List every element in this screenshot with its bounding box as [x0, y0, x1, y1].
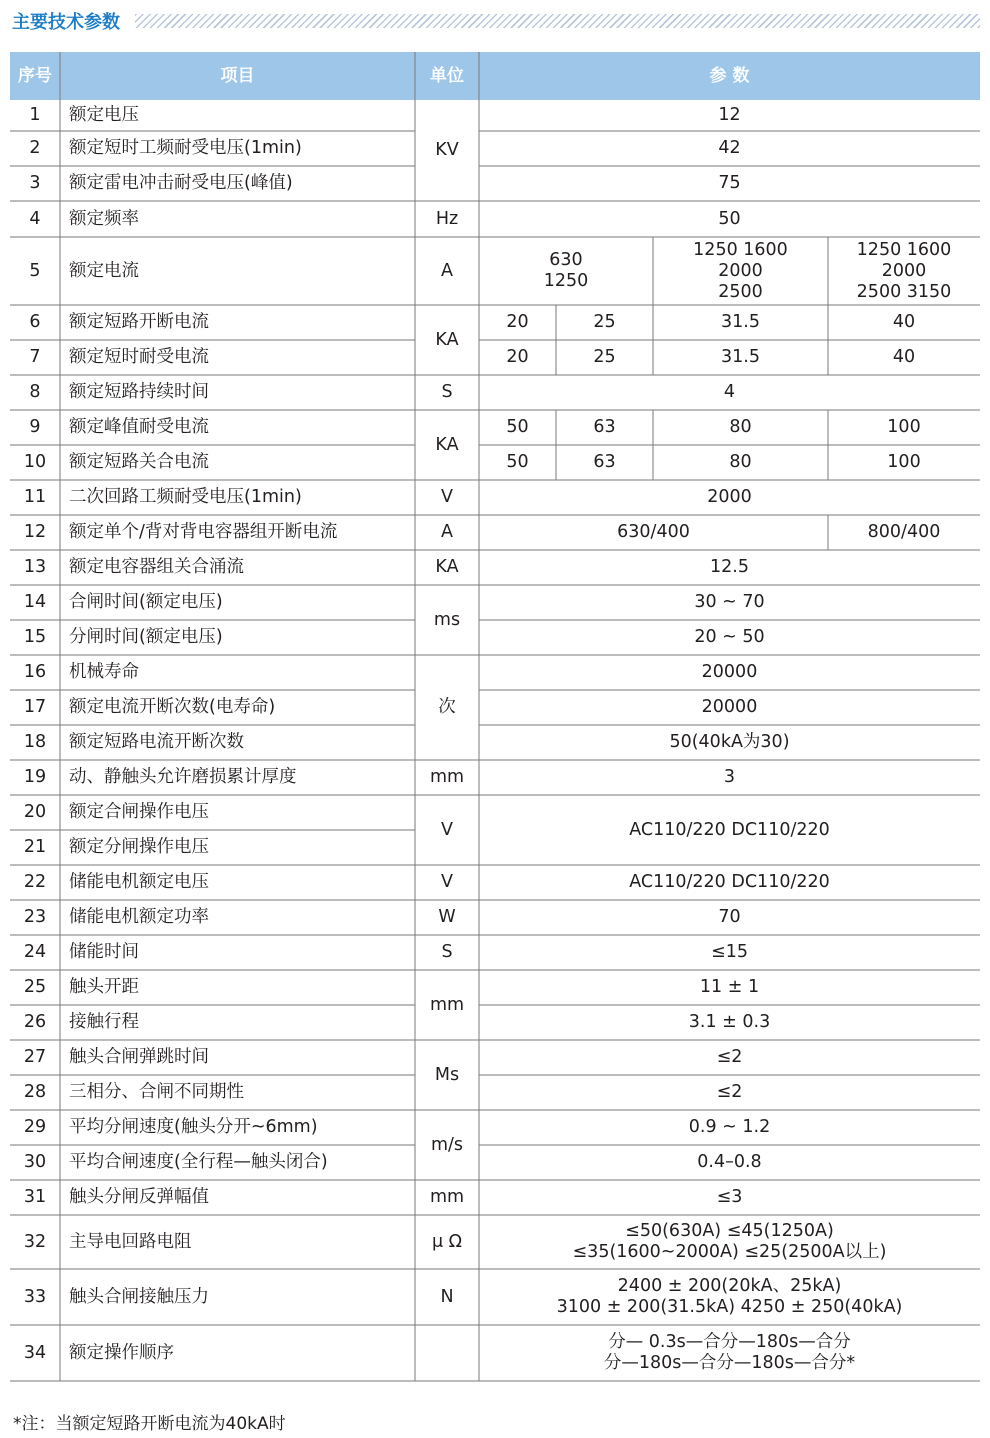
param-cell: AC110/220 DC110/220	[629, 819, 830, 840]
param-cell: ≤2	[716, 1047, 743, 1067]
param-cell: 50(40kA为30)	[669, 732, 790, 752]
row-item: 动、静触头允许磨损累计厚度	[69, 767, 297, 787]
unit-cell: N	[440, 1286, 454, 1307]
param-cell: 63	[593, 417, 616, 437]
row-item: 平均分闸速度(触头分开~6mm)	[69, 1117, 318, 1137]
row-number: 31	[23, 1187, 47, 1207]
row-number: 18	[23, 732, 47, 752]
row-item: 分闸时间(额定电压)	[69, 627, 223, 647]
row-number: 16	[23, 662, 47, 682]
row-item: 接触行程	[69, 1012, 139, 1032]
header-item: 项目	[220, 65, 255, 86]
row-number: 6	[29, 312, 41, 332]
row-item: 额定峰值耐受电流	[69, 417, 209, 437]
param-cell: 30 ~ 70	[694, 592, 765, 612]
row-item: 额定短时工频耐受电压(1min)	[69, 138, 302, 158]
unit-cell: Hz	[435, 208, 459, 229]
unit-cell: V	[441, 487, 453, 507]
param-cell: 70	[718, 907, 741, 927]
param-cell: 0.4–0.8	[697, 1152, 762, 1172]
param-cell: 0.9 ~ 1.2	[688, 1117, 771, 1137]
param-cell: 630 1250	[543, 250, 589, 291]
row-number: 33	[23, 1286, 47, 1307]
param-cell: 11 ± 1	[699, 977, 760, 997]
param-cell: 100	[887, 452, 921, 472]
param-cell: 40	[892, 312, 916, 332]
row-number: 14	[23, 592, 47, 612]
row-item: 额定单个/背对背电容器组开断电流	[69, 522, 338, 542]
param-cell: AC110/220 DC110/220	[629, 872, 830, 892]
param-cell: 31.5	[721, 312, 760, 332]
row-item: 额定电流开断次数(电寿命)	[69, 697, 276, 717]
row-number: 1	[29, 105, 41, 125]
unit-cell: S	[441, 382, 453, 402]
param-cell: ≤2	[716, 1082, 743, 1102]
row-item: 三相分、合闸不同期性	[69, 1082, 244, 1102]
param-cell: 20000	[701, 697, 758, 717]
unit-cell: m/s	[430, 1134, 464, 1155]
row-item: 额定频率	[69, 208, 139, 229]
unit-cell: A	[441, 522, 453, 542]
row-item: 额定短路关合电流	[69, 452, 209, 472]
param-cell: 40	[892, 347, 916, 367]
row-number: 34	[23, 1342, 47, 1363]
row-item: 触头合闸弹跳时间	[69, 1047, 209, 1067]
row-number: 32	[23, 1231, 47, 1252]
row-item: 触头分闸反弹幅值	[69, 1187, 209, 1207]
unit-cell: ms	[433, 609, 461, 630]
header-no: 序号	[18, 65, 52, 86]
param-cell: 80	[729, 417, 752, 437]
param-cell: 630/400	[617, 522, 690, 542]
param-cell: 50	[506, 417, 529, 437]
param-cell: 3.1 ± 0.3	[688, 1012, 771, 1032]
row-item: 二次回路工频耐受电压(1min)	[69, 487, 302, 507]
row-number: 12	[23, 522, 47, 542]
param-cell: 50	[718, 208, 741, 229]
param-cell: 63	[593, 452, 616, 472]
param-cell: 4	[723, 382, 736, 402]
row-number: 3	[29, 173, 41, 193]
footnote: *注：当额定短路开断电流为40kA时	[13, 1414, 286, 1434]
row-number: 30	[23, 1152, 47, 1172]
row-number: 13	[23, 557, 47, 577]
row-item: 额定操作顺序	[69, 1342, 174, 1363]
row-item: 储能时间	[69, 942, 139, 962]
param-cell: 20	[506, 312, 529, 332]
unit-cell: V	[441, 872, 453, 892]
row-number: 2	[29, 138, 41, 158]
unit-cell: V	[441, 819, 453, 840]
row-number: 20	[23, 802, 47, 822]
param-cell: 2000	[707, 487, 752, 507]
row-number: 4	[29, 208, 41, 229]
row-number: 24	[23, 942, 47, 962]
row-item: 储能电机额定功率	[69, 907, 209, 927]
row-item: 额定合闸操作电压	[69, 802, 209, 822]
param-cell: 100	[887, 417, 921, 437]
row-number: 19	[23, 767, 47, 787]
row-number: 5	[29, 260, 41, 281]
row-item: 额定电压	[69, 105, 139, 125]
row-item: 平均合闸速度(全行程—触头闭合)	[69, 1152, 328, 1172]
row-number: 28	[23, 1082, 47, 1102]
row-number: 17	[23, 697, 47, 717]
param-cell: 分— 0.3s—合分—180s—合分 分—180s—合分—180s—合分*	[603, 1332, 856, 1373]
unit-cell: A	[441, 260, 453, 281]
param-cell: 42	[718, 138, 741, 158]
section-title: 主要技术参数	[12, 8, 130, 34]
param-cell: 12.5	[710, 557, 749, 577]
unit-cell: KA	[435, 434, 459, 455]
row-item: 触头合闸接触压力	[69, 1286, 209, 1307]
row-number: 21	[23, 837, 47, 857]
row-item: 额定短路开断电流	[69, 312, 209, 332]
unit-cell: KV	[435, 140, 459, 160]
param-cell: 25	[593, 312, 616, 332]
param-cell: 12	[718, 105, 741, 125]
param-cell: 1250 1600 2000 2500 3150	[856, 239, 952, 302]
param-cell: 20000	[701, 662, 758, 682]
unit-cell: μ Ω	[431, 1231, 463, 1252]
header-param: 参 数	[709, 65, 750, 86]
row-item: 额定电流	[69, 260, 139, 281]
unit-cell: W	[438, 907, 456, 927]
unit-cell	[415, 1325, 479, 1381]
row-item: 额定电容器组关合涌流	[69, 557, 244, 577]
param-cell: 20 ~ 50	[694, 627, 765, 647]
row-item: 额定雷电冲击耐受电压(峰值)	[69, 173, 293, 193]
unit-cell: Ms	[434, 1064, 460, 1085]
param-cell: 50	[506, 452, 529, 472]
header-unit: 单位	[430, 65, 464, 86]
row-number: 9	[29, 417, 41, 437]
unit-cell: S	[441, 942, 453, 962]
param-cell: 2400 ± 200(20kA、25kA) 3100 ± 200(31.5kA) 4250 ± 250(40kA)	[556, 1276, 903, 1317]
unit-cell: mm	[429, 767, 465, 787]
param-cell: ≤3	[716, 1187, 743, 1207]
row-number: 26	[23, 1012, 47, 1032]
param-cell: ≤15	[711, 942, 748, 962]
row-number: 10	[23, 452, 47, 472]
param-cell: 3	[723, 767, 736, 787]
row-item: 触头开距	[69, 977, 139, 997]
param-cell: ≤50(630A) ≤45(1250A) ≤35(1600~2000A) ≤25(2500A以上)	[572, 1221, 887, 1262]
row-number: 7	[29, 347, 41, 367]
unit-cell: 次	[438, 697, 456, 717]
param-cell: 80	[729, 452, 752, 472]
row-item: 机械寿命	[69, 662, 139, 682]
row-item: 额定短时耐受电流	[69, 347, 209, 367]
param-cell: 20	[506, 347, 529, 367]
row-item: 储能电机额定电压	[69, 872, 209, 892]
unit-cell: mm	[429, 1187, 465, 1207]
row-number: 25	[23, 977, 47, 997]
row-number: 22	[23, 872, 47, 892]
row-number: 15	[23, 627, 47, 647]
row-number: 11	[23, 487, 47, 507]
param-cell: 800/400	[867, 522, 941, 542]
param-cell: 25	[593, 347, 616, 367]
row-item: 额定短路持续时间	[69, 382, 209, 402]
unit-cell: mm	[429, 994, 465, 1015]
row-item: 主导电回路电阻	[69, 1231, 192, 1252]
unit-cell: KA	[435, 329, 459, 350]
row-item: 额定短路电流开断次数	[69, 732, 244, 752]
row-item: 额定分闸操作电压	[69, 837, 209, 857]
row-number: 29	[23, 1117, 47, 1137]
row-number: 27	[23, 1047, 47, 1067]
param-cell: 75	[718, 173, 741, 193]
unit-cell: KA	[435, 557, 459, 577]
row-number: 8	[29, 382, 41, 402]
param-cell: 31.5	[721, 347, 760, 367]
row-item: 合闸时间(额定电压)	[69, 592, 223, 612]
param-cell: 1250 1600 2000 2500	[693, 239, 788, 302]
row-number: 23	[23, 907, 47, 927]
